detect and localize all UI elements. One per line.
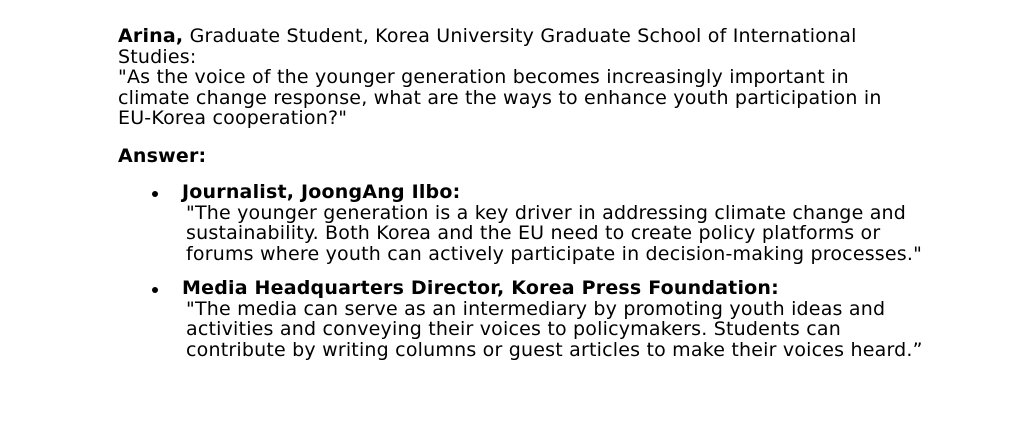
answer-list — [118, 181, 923, 361]
asker-affiliation: Graduate Student, Korea University Graduate School of International Studies: — [118, 25, 857, 68]
answer-heading: Answer: — [118, 144, 207, 167]
responder-name: Media Headquarters Director, Korea Press Foundation: — [182, 277, 779, 299]
answer-quote: "The younger generation is a key driver in addressing climate change and sustainability. Both Korea and the EU need to create policy platforms or forums where youth can actively participate in decision-making processes." — [186, 201, 923, 265]
answer-quote: "The media can serve as an intermediary by promoting youth ideas and activities and conveying their voices to policymakers. Students can contribute by writing columns or guest articles to make their voices heard.” — [186, 297, 923, 361]
asker-line — [118, 26, 918, 67]
qa-document — [118, 25, 923, 374]
question-text: "As the voice of the younger generation becomes increasingly important in climate change response, what are the ways to enhance youth participation in EU-Korea cooperation?" — [118, 66, 882, 129]
list-item — [118, 181, 923, 265]
asker-name: Arina, — [118, 25, 184, 47]
bullet-icon — [152, 287, 158, 293]
bullet-icon — [152, 191, 158, 197]
list-item — [118, 277, 923, 361]
responder-name: Journalist, JoongAng Ilbo: — [182, 181, 461, 203]
question-block — [118, 26, 918, 129]
